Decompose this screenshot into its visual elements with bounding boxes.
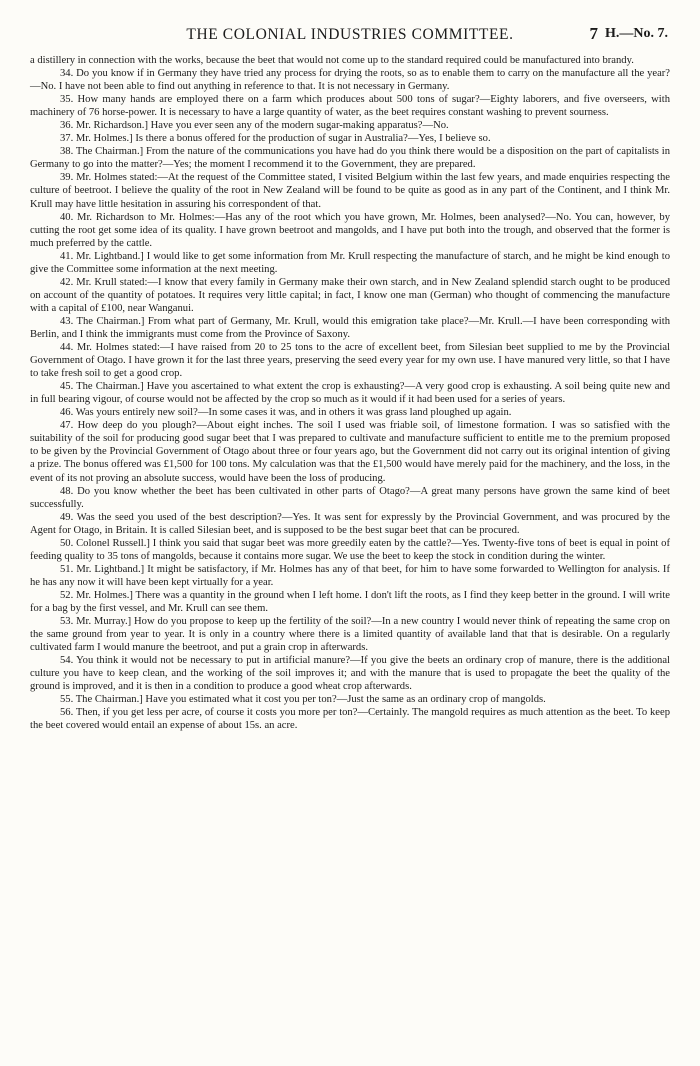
- paragraph: 56. Then, if you get less per acre, of course it costs you more per ton?—Certainly. The mangold requires as much attention as the beet. To keep the beet covered would entail an expense of about 15s. an acre.: [30, 707, 670, 732]
- paragraph: 45. The Chairman.] Have you ascertained to what extent the crop is exhausting?—A very good crop is exhausting. A soil being quite new and in full bearing vigour, of course would not be affected by the crop so much as it would if it had been used for a series of years.: [30, 381, 670, 406]
- page-number: 7: [589, 24, 598, 43]
- paragraph: 43. The Chairman.] From what part of Germany, Mr. Krull, would this emigration take place?—Mr. Krull.—I have been corresponding with Berlin, and I think the immigrants must come from the Province of Saxony.: [30, 315, 670, 340]
- paragraph: a distillery in connection with the works, because the beet that would not come up to the standard required could be manufactured into brandy.: [30, 55, 634, 66]
- paragraph: 49. Was the seed you used of the best description?—Yes. It was sent for expressly by the Provincial Government, and was procured by the Agent for Otago, in Britain. It is called Silesian beet, and is supposed to be the best sugar beet that can be procured.: [30, 511, 670, 536]
- paragraph: 53. Mr. Murray.] How do you propose to keep up the fertility of the soil?—In a new country I would never think of repeating the same crop on the same ground from year to year. It is only in a country where there is a limited quantity of available land that that is desirable. On a regularly cultivated farm I would manure the beetroot, and put a grain crop in afterwards.: [30, 616, 670, 654]
- paragraph: 55. The Chairman.] Have you estimated what it cost you per ton?—Just the same as an ordinary crop of mangolds.: [60, 694, 546, 706]
- paragraph: 41. Mr. Lightband.] I would like to get some information from Mr. Krull respecting the manufacture of starch, and he might be kind enough to give the Committee some information at the next meeting.: [30, 250, 670, 275]
- evidence-text: [30, 54, 670, 732]
- paragraph: 36. Mr. Richardson.] Have you ever seen any of the modern sugar-making apparatus?—No.: [60, 120, 449, 132]
- page-title: THE COLONIAL INDUSTRIES COMMITTEE.: [186, 26, 514, 43]
- paragraph: 44. Mr. Holmes stated:—I have raised from 20 to 25 tons to the acre of excellent beet, from Silesian beet supplied to me by the Provincial Government of Otago. I have grown it for the last three years, preserving the seed every year for my own use. I have manured very little, so that I have to take fresh soil to get a good crop.: [30, 342, 670, 380]
- paragraph: 46. Was yours entirely new soil?—In some cases it was, and in others it was grass land ploughed up again.: [60, 407, 512, 419]
- paragraph: 37. Mr. Holmes.] Is there a bonus offered for the production of sugar in Australia?—Yes, I believe so.: [60, 133, 491, 145]
- page-header: [30, 24, 670, 46]
- paragraph: 34. Do you know if in Germany they have tried any process for drying the roots, so as to enable them to carry on the manufacture all the year?—No. I have not been able to find out anything in reference to that. It is not necessary in Germany.: [30, 68, 670, 93]
- paragraph: 48. Do you know whether the beet has been cultivated in other parts of Otago?—A great many persons have grown the same kind of beet successfully.: [30, 485, 670, 510]
- paper-reference: H.—No. 7.: [605, 26, 668, 41]
- paragraph: 38. The Chairman.] From the nature of the communications you have had do you think there would be a disposition on the part of capitalists in Germany to go into the matter?—Yes; the moment I recommend it to the Government, they are prepared.: [30, 146, 670, 171]
- paragraph: 40. Mr. Richardson to Mr. Holmes:—Has any of the root which you have grown, Mr. Holmes, been analysed?—No. You can, however, by cutting the root get some idea of its quality. I have grown beetroot and mangolds, and I have put both into the trough, and observed that the former is much preferred by the cattle.: [30, 211, 670, 249]
- paragraph: 47. How deep do you plough?—About eight inches. The soil I used was friable soil, of limestone formation. I was so satisfied with the suitability of the soil for producing good sugar beet that I was prepared to cultivate and manufacture sufficient to entitle me to the premium proposed to be given by the Provincial Government of Otago about three or four years ago, but the Government did not carry out its original intention of giving a prize. The bonus offered was £1,500 for 100 tons. My calculation was that the £1,500 would have merely paid for the machinery, and the loss, in the event of its not proving an absolute success, would have been the loss of producing.: [30, 420, 670, 484]
- paragraph: 39. Mr. Holmes stated:—At the request of the Committee stated, I visited Belgium within the last few years, and made enquiries respecting the culture of beetroot. I believe the quality of the root in New Zealand will be found to be quite as good as in any part of the Continent, and I think Mr. Krull may have little hesitation in assuring his correspondent of that.: [30, 172, 670, 210]
- paragraph: 42. Mr. Krull stated:—I know that every family in Germany make their own starch, and in New Zealand splendid starch ought to be produced on account of the quantity of potatoes. It requires very little capital; in fact, I know one man (German) who thought of commencing the manufacture with a capital of £100, near Wanganui.: [30, 276, 670, 314]
- paragraph: 35. How many hands are employed there on a farm which produces about 500 tons of sugar?—Eighty laborers, and five overseers, with machinery of 76 horse-power. It is necessary to have a large quantity of water, as the beet requires constant washing to prevent sourness.: [30, 94, 670, 119]
- paragraph: 51. Mr. Lightband.] It might be satisfactory, if Mr. Holmes has any of that beet, for him to have some forwarded to Wellington for analysis. If he has any now it will have been kept virtually for a year.: [30, 563, 670, 588]
- paragraph: 52. Mr. Holmes.] There was a quantity in the ground when I left home. I don't lift the roots, as I find they keep better in the ground. I will write for a bag by the first vessel, and Mr. Krull can see them.: [30, 589, 670, 614]
- paragraph: 50. Colonel Russell.] I think you said that sugar beet was more greedily eaten by the cattle?—Yes. Twenty-five tons of beet is equal in point of feeding quality to 35 tons of mangolds, because it contains more sugar. We use the beet to keep the stock in condition during the winter.: [30, 537, 670, 562]
- paragraph: 54. You think it would not be necessary to put in artificial manure?—If you give the beets an ordinary crop of manure, there is the additional culture you have to keep clean, and the working of the soil improves it; and with the manure that is used to propagate the beet the quality of the ground is improved, and it is then in a condition to produce a good wheat crop afterwards.: [30, 655, 670, 693]
